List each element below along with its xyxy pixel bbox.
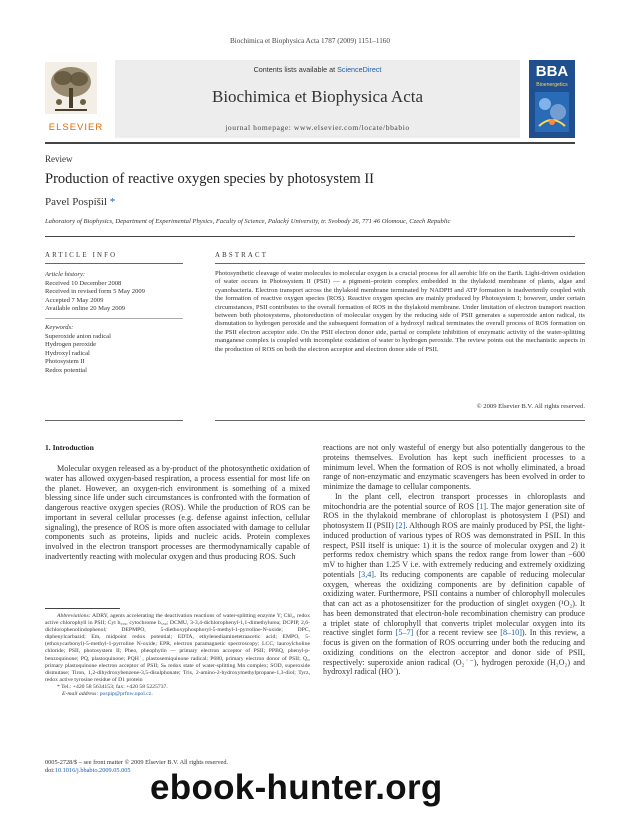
citation-link[interactable]: [5–7]: [395, 628, 414, 638]
doi-link[interactable]: 10.1016/j.bbabio.2009.05.005: [54, 767, 131, 774]
abbreviations-footnote: [45, 613, 310, 684]
sciencedirect-link[interactable]: ScienceDirect: [337, 65, 382, 74]
history-item: Available online 20 May 2009: [45, 305, 126, 313]
abstract-heading: ABSTRACT: [215, 252, 269, 259]
contents-prefix: Contents lists available at: [253, 65, 338, 74]
right-column: [323, 443, 585, 677]
keywords-label: Keywords:: [45, 324, 74, 331]
paragraph-text: . Although ROS are mainly produced by PSI, the light-induced production of various types of ROS was demonstrated in PSII. In this respect, PSII itself is unique: 1) it is the source of molecular oxygen and 2) it performs redox chemistry which spans the redox range from lower than −600 mV to higher than 1.25 V i.e. with extremely reducing and extremely oxidizing potentials: [323, 521, 585, 579]
section-heading-introduction: 1. Introduction: [45, 443, 94, 452]
journal-name: Biochimica et Biophysica Acta: [211, 87, 424, 106]
citation-link[interactable]: [8–10]: [500, 628, 522, 638]
journal-homepage[interactable]: journal homepage: www.elsevier.com/locate/bbabio: [225, 123, 410, 132]
email-label: E-mail address:: [62, 691, 100, 698]
intro-paragraph: Molecular oxygen released as a by-product of the photosynthetic oxidation of water has allowed oxygen-based respiration, a process essential for most life on the planet. However, an oxygen-rich environment is something of a mixed blessing since life under such circumstances is confronted with the formation of dangerous reactive oxygen species (ROS). While the production of ROS can be important in several cellular processes (e.g. defense against infection, cellular signaling), the presence of ROS is more often associated with damage to cellular components such as proteins, lipids and nucleic acids. Protein complexes involved in the electron transport processes are thermodynamically capable of inadvertently reacting with molecular oxygen and thus producing ROS. Such: [45, 464, 310, 561]
corresponding-author-mark[interactable]: *: [107, 196, 116, 208]
article-info-heading: ARTICLE INFO: [45, 252, 118, 259]
left-column: [45, 464, 310, 562]
journal-header: [45, 60, 575, 138]
abstract-bottom-rule: [215, 420, 585, 421]
paragraph-text: . The major generation site of ROS in the thylakoid membrane of chloroplast is photosystem I (PSI) and photosystem II (PSII): [323, 501, 585, 530]
elsevier-tree-icon: [45, 62, 97, 114]
author-affiliation: Laboratory of Biophysics, Department of Experimental Physics, Faculty of Science, Palacký University, tr. Svobody 26, 771 46 Olomouc, Czech Republic: [45, 218, 451, 225]
history-item: Received in revised form 5 May 2009: [45, 288, 145, 296]
article-section: Review: [45, 154, 73, 164]
abbreviations-label: Abbreviations:: [57, 613, 91, 619]
citation-link[interactable]: [3,4]: [358, 569, 375, 579]
cover-art-icon: [535, 92, 569, 132]
paragraph-text: . Its reducing components are capable of reducing molecular oxygen, whereas the oxidizing components are by definition capable of oxidizing water. Furthermore, PSII contains a number of chlorophyll molecules that can act as a photosensitizer for the production of singlet oxygen (¹O₂). It has been demonstrated that electron-hole recombination chemistry can produce a triplet state of chlorophyll that converts triplet molecular oxygen into its reactive singlet form: [323, 569, 586, 638]
email-link[interactable]: pospip@prfnw.upol.cz: [99, 691, 152, 698]
email-footnote: [62, 691, 310, 698]
abbreviations-text: ADRY, agents accelerating the deactivation reactions of water-splitting enzyme Y; Chl₂, redox active chlorophyll in PSII; Cyt b₅₅₉, cytochrome b₅₅₉; DCMU, 3-3,4-dichlorophenyl-1,1-dimethylurea; DCPIP, 2,6-dichlorophenolindophenol; DEPMPO, 5-diethoxyphosphoryl-5-methyl-1-pyrroline-N-oxide; DPC, diphenylcarbazid; Em, midpoint redox potential; EDTA, ethylenediaminetetraacetic acid; EMPO, 5-(ethoxycarbonyl)-5-methyl-1-pyrroline N-oxide; EPR, electron paramagnetic spectroscopy; LCC, lauroylcholine chloride; PSII, photosystem II; Pheo, pheophytin — primary electron acceptor of PSII; PPBQ, phenyl-p-benzoquinone; PQ, plastoquinone; PQH˙, plastosemiquinone radical; P680, primary electron donor of PSII; Qₐ, primary plastoquinone electron acceptor of PSII; Sₙ redox state of water-splitting Mn complex; SOD, superoxide dismutase; Tiron, 1,2-dihydroxybenzene-3,5-disulphonate; Tris, 2-amino-2-hydroxymethylpropane-1,3-diol; Tyrz, redox active tyrosine residue of D1 protein: [45, 613, 310, 683]
contact-footnote: * Tel.: +420 58 5634153; fax: +420 58 5225737.: [57, 683, 168, 690]
footnote-rule: [45, 608, 120, 609]
cover-title: BBA: [535, 63, 569, 80]
keyword-item: Redox potential: [45, 366, 87, 374]
article-info-rule: [45, 263, 183, 264]
affiliation-divider: [45, 236, 575, 237]
header-divider: [45, 142, 575, 144]
contents-line: [115, 65, 520, 74]
elsevier-wordmark: ELSEVIER: [48, 122, 104, 133]
intro-paragraph: reactions are not only wasteful of energy but also potentially dangerous to the proteins themselves. Evolution has kept such inefficient processes to a minimum level. When the formation of ROS is not wholly eliminated, a broad range of non-enzymatic and enzymatic scavengers has been evolved in order to minimize the damage to cellular components.: [323, 443, 585, 491]
keywords: [45, 324, 183, 376]
footnotes: [45, 613, 310, 698]
history-item: Received 10 December 2008: [45, 279, 122, 287]
abstract-rule: [215, 263, 585, 264]
running-head: Biochimica et Biophysica Acta 1787 (2009) 1151–1160: [230, 37, 390, 45]
history-label: Article history:: [45, 271, 86, 278]
email-suffix: .: [151, 691, 153, 698]
journal-header-band: [115, 60, 520, 138]
cover-subtitle: Bioenergetics: [536, 82, 568, 88]
citation-link[interactable]: [1]: [476, 501, 487, 511]
info-divider: [45, 318, 183, 319]
abstract-text: Photosynthetic cleavage of water molecules to molecular oxygen is a crucial process for all aerobic life on the Earth. Light-driven oxidation of water occurs in Photosystem II (PSII) — a pigment–protein complex embedded in the thylakoid membrane of plants, algae and cyanobacteria. Electron transport across the thylakoid membrane terminated by NADPH and ATP formation is inadvertently coupled with the formation of reactive oxygen species (ROS). Reactive oxygen species are mainly produced by Photosystem I; however, under certain circumstances, PSII contributes to the overall formation of ROS in the thylakoid membrane. Under limitation of electron transport reaction between both photosystems, photoreduction of molecular oxygen by the reducing side of PSII generates a superoxide anion radical, its dismutation to hydrogen peroxide and the subsequent formation of a hydroxyl radical terminates the overall process of ROS formation on the PSII electron acceptor side. On the PSII electron donor side, partial or complete inhibition of enzymatic activity of the water-splitting manganese complex is coupled with incomplete oxidation of water to hydrogen peroxide. The review points out the mechanistic aspects in the production of ROS on both the electron acceptor and electron donor side of PSII.: [215, 270, 585, 353]
keyword-item: Photosystem II: [45, 358, 85, 366]
article-history: [45, 271, 183, 314]
issn-line: 0005-2728/$ – see front matter © 2009 Elsevier B.V. All rights reserved.: [45, 759, 229, 766]
paragraph-text: (for a recent review see: [413, 628, 501, 638]
abstract-copyright: © 2009 Elsevier B.V. All rights reserved.: [476, 403, 585, 410]
citation-link[interactable]: [2]: [395, 521, 406, 530]
paragraph-text: ). In this review, a focus is given on the formation of ROS occurring under both the reducing and oxidizing conditions on the electron acceptor and donor side of PSII, respectively: superoxide anion radical (O₂˙⁻), hydrogen peroxide (H₂O₂) and hydroxyl radical (HO˙).: [323, 628, 585, 677]
keyword-item: Superoxide anion radical: [45, 332, 111, 340]
keyword-item: Hydroxyl radical: [45, 349, 90, 357]
watermark: ebook-hunter.org: [150, 768, 443, 807]
article-title: Production of reactive oxygen species by photosystem II: [45, 171, 374, 187]
author-name[interactable]: Pavel Pospíšil: [45, 196, 108, 208]
elsevier-logo[interactable]: [45, 62, 107, 134]
info-bottom-rule: [45, 420, 183, 421]
journal-cover[interactable]: [529, 60, 575, 138]
doi-prefix: doi:: [45, 767, 55, 774]
author-line: [45, 196, 115, 208]
keyword-item: Hydrogen peroxide: [45, 341, 97, 349]
paragraph-text: In the plant cell, electron transport processes in chloroplasts and mitochondria are the potential source of ROS: [323, 491, 585, 511]
intro-paragraph: [323, 492, 585, 677]
history-item: Accepted 7 May 2009: [45, 296, 104, 304]
